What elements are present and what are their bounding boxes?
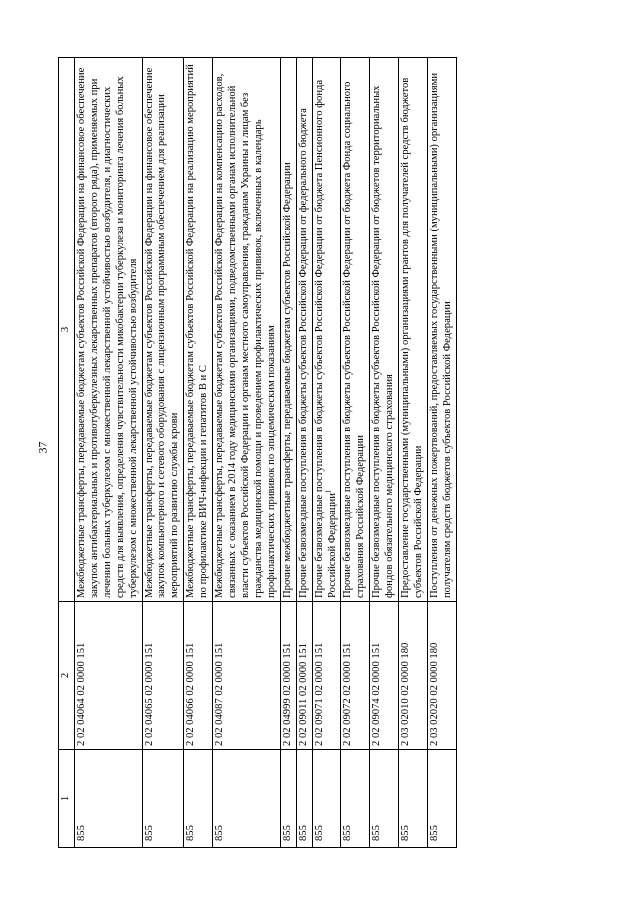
admin-code-cell: 855 (312, 750, 341, 848)
revenue-code-cell: 2 02 04999 02 0000 151 (280, 602, 296, 750)
description-cell: Межбюджетные трансферты, передаваемые бюджетам субъектов Российской Федерации на финансовое обеспечение закупок компьютерного и сетевого оборудования с лицензионным программным обеспечением для реализации мероприятий по развитию службы крови (142, 58, 184, 602)
revenue-code-cell: 2 03 02020 02 0000 180 (427, 602, 456, 750)
admin-code-cell: 855 (427, 750, 456, 848)
table-header-row (59, 58, 75, 848)
admin-code-cell: 855 (296, 750, 312, 848)
admin-code-cell: 855 (213, 750, 281, 848)
revenue-code-cell: 2 02 09011 02 0000 151 (296, 602, 312, 750)
admin-code-cell: 855 (280, 750, 296, 848)
header-col-2: 2 (59, 602, 75, 750)
footnote-marker: 1 (323, 489, 332, 494)
description-cell: Прочие безвозмездные поступления в бюджеты субъектов Российской Федерации от бюджета Фонда социального страхования Российской Федерации (341, 58, 370, 602)
description-text: Прочие безвозмездные поступления в бюджеты субъектов Российской Федерации от бюджета Пенсионного фонда Российской Федерации (313, 79, 338, 598)
budget-codes-table (58, 57, 457, 848)
description-cell: Прочие безвозмездные поступления в бюджеты субъектов Российской Федерации от федерального бюджета (296, 58, 312, 602)
revenue-code-cell: 2 02 09071 02 0000 151 (312, 602, 341, 750)
description-cell: Межбюджетные трансферты, передаваемые бюджетам субъектов Российской Федерации на реализацию мероприятий по профилактике ВИЧ-инфекции и гепатитов В и С (184, 58, 213, 602)
table-row (213, 58, 281, 848)
rotated-table-container (58, 58, 608, 848)
revenue-code-cell: 2 02 04065 02 0000 151 (142, 602, 184, 750)
revenue-code-cell: 2 02 09074 02 0000 151 (370, 602, 399, 750)
page-number: 37 (35, 441, 50, 454)
admin-code-cell: 855 (184, 750, 213, 848)
admin-code-cell: 855 (399, 750, 428, 848)
table-row (184, 58, 213, 848)
table-row (280, 58, 296, 848)
description-cell (312, 58, 341, 602)
table-row (399, 58, 428, 848)
description-cell: Межбюджетные трансферты, передаваемые бюджетам субъектов Российской Федерации на компенсацию расходов, связанных с оказанием в 2014 году медицинскими организациями, подведомственными органам исполнительной власти субъектов Российской Федерации и органам местного самоуправления, гражданам Украины и лицам без гражданства медицинской помощи и проведением профилактических прививок, включенных в календарь профилактических прививок по эпидемическим показаниям (213, 58, 281, 602)
admin-code-cell: 855 (142, 750, 184, 848)
table-row (370, 58, 399, 848)
description-cell: Прочие межбюджетные трансферты, передаваемые бюджетам субъектов Российской Федерации (280, 58, 296, 602)
description-cell: Межбюджетные трансферты, передаваемые бюджетам субъектов Российской Федерации на финансовое обеспечение закупок антибактериальных и противотуберкулезных лекарственных препаратов (второго ряда), применяемых при лечении больных туберкулезом с множественной лекарственной устойчивостью возбудителя, и диагностических средств для выявления, определения чувствительности микобактерии туберкулеза и мониторинга лечения больных туберкулезом с множественной лекарственной устойчивостью возбудителя (74, 58, 142, 602)
admin-code-cell: 855 (74, 750, 142, 848)
description-cell: Прочие безвозмездные поступления в бюджеты субъектов Российской Федерации от бюджетов территориальных фондов обязательного медицинского страхования (370, 58, 399, 602)
table-row (341, 58, 370, 848)
table-row (74, 58, 142, 848)
revenue-code-cell: 2 02 04066 02 0000 151 (184, 602, 213, 750)
revenue-code-cell: 2 02 09072 02 0000 151 (341, 602, 370, 750)
admin-code-cell: 855 (341, 750, 370, 848)
description-cell: Поступления от денежных пожертвований, предоставляемых государственными (муниципальными) организациями получателям средств бюджетов субъектов Российской Федерации (427, 58, 456, 602)
revenue-code-cell: 2 02 04064 02 0000 151 (74, 602, 142, 750)
table-row (427, 58, 456, 848)
table-row (142, 58, 184, 848)
revenue-code-cell: 2 03 02010 02 0000 180 (399, 602, 428, 750)
header-col-1: 1 (59, 750, 75, 848)
revenue-code-cell: 2 02 04087 02 0000 151 (213, 602, 281, 750)
table-row (312, 58, 341, 848)
description-cell: Предоставление государственными (муниципальными) организациями грантов для получателей средств бюджетов субъектов Российской Федерации (399, 58, 428, 602)
admin-code-cell: 855 (370, 750, 399, 848)
table-row (296, 58, 312, 848)
header-col-3: 3 (59, 58, 75, 602)
